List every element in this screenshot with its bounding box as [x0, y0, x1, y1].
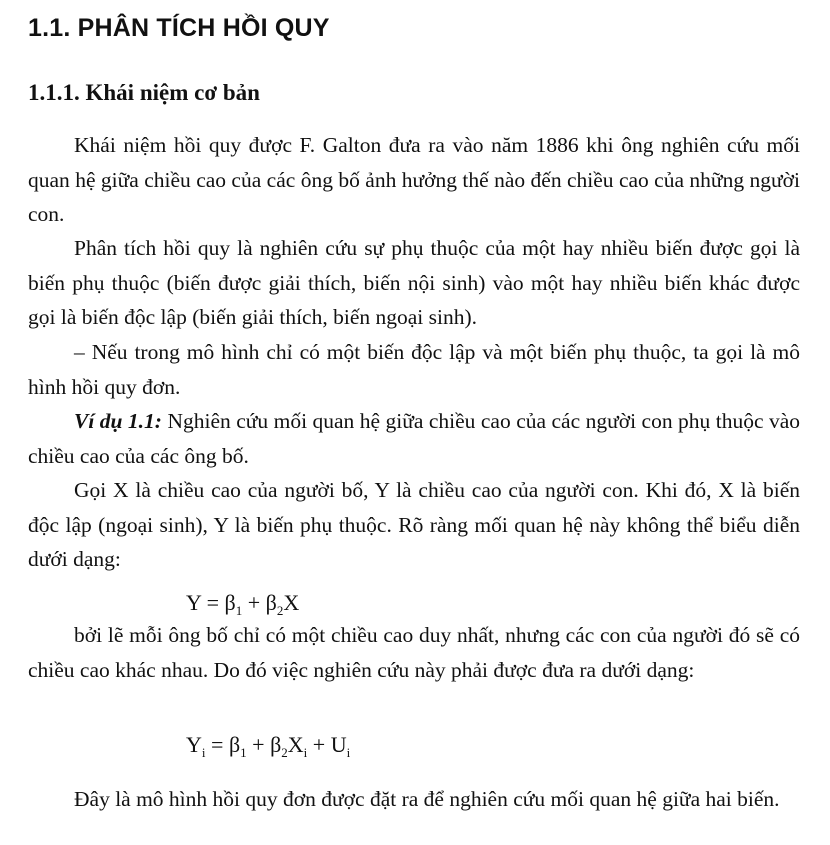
example-text: Nghiên cứu mối quan hệ giữa chiều cao của các người con phụ thuộc vào chiều cao của các ông bố.	[28, 409, 800, 468]
paragraph-simple-model: – Nếu trong mô hình chỉ có một biến độc lập và một biến phụ thuộc, ta gọi là mô hình hồi quy đơn.	[28, 340, 800, 399]
section-heading: 1.1. PHÂN TÍCH HỒI QUY	[28, 14, 330, 42]
paragraph-example	[28, 404, 800, 473]
paragraph-reason: bởi lẽ mỗi ông bố chỉ có một chiều cao duy nhất, nhưng các con của người đó sẽ có chiều cao khác nhau. Do đó việc nghiên cứu này phải được đưa ra dưới dạng:	[28, 623, 800, 682]
equation-deterministic: $Y = \beta_1 + \beta_2X$	[186, 590, 300, 618]
subsection-heading: 1.1.1. Khái niệm cơ bản	[28, 80, 260, 105]
equation-regression: $Y_i = \beta_1 + \beta_2X_i + U_i$	[186, 732, 351, 760]
paragraph-intro: Khái niệm hồi quy được F. Galton đưa ra vào năm 1886 khi ông nghiên cứu mối quan hệ giữa chiều cao của các ông bố ảnh hưởng thế nào đến chiều cao của những người con.	[28, 133, 800, 226]
paragraph-definition: Phân tích hồi quy là nghiên cứu sự phụ thuộc của một hay nhiều biến được gọi là biến phụ thuộc (biến được giải thích, biến nội sinh) vào một hay nhiều biến khác được gọi là biến độc lập (biến giải thích, biến ngoại sinh).	[28, 236, 800, 329]
example-label: Ví dụ 1.1:	[74, 409, 162, 433]
paragraph-variables: Gọi X là chiều cao của người bố, Y là chiều cao của người con. Khi đó, X là biến độc lập (ngoại sinh), Y là biến phụ thuộc. Rõ ràng mối quan hệ này không thể biểu diễn dưới dạng:	[28, 478, 800, 571]
paragraph-conclusion: Đây là mô hình hồi quy đơn được đặt ra để nghiên cứu mối quan hệ giữa hai biến.	[74, 787, 780, 811]
